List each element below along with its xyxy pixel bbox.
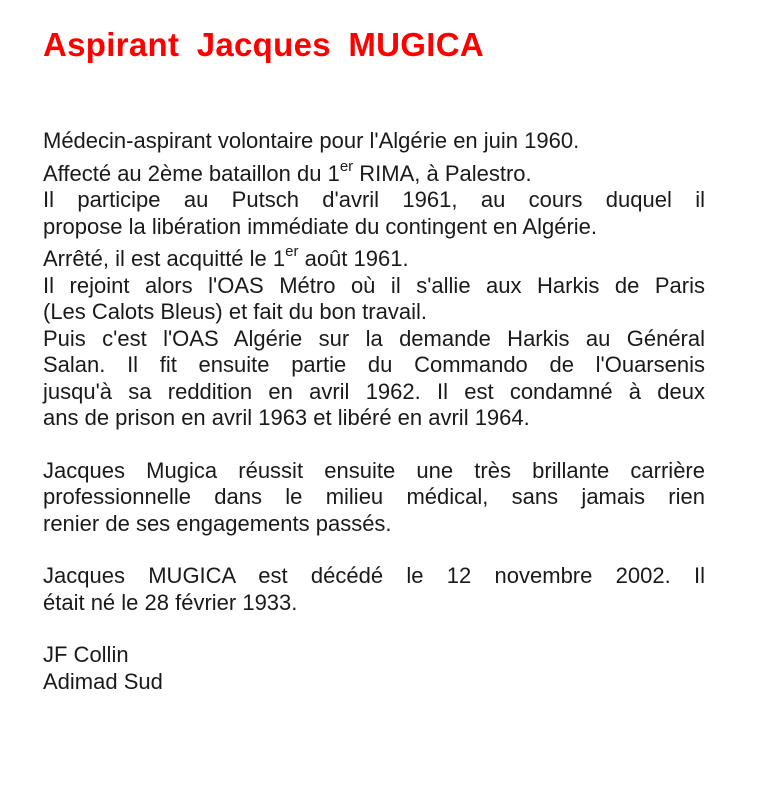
text-line: Il participe au Putsch d'avril 1961, au cours duquel il — [43, 187, 705, 212]
text-line: ans de prison en avril 1963 et libéré en avril 1964. — [43, 405, 530, 430]
paragraph-career — [43, 458, 705, 538]
signature-name: JF Collin — [43, 642, 129, 667]
paragraph-enlistment: Médecin-aspirant volontaire pour l'Algérie en juin 1960. — [43, 128, 580, 153]
paragraph-oas-metro — [43, 273, 705, 326]
ordinal-superscript: er — [285, 243, 299, 260]
spacer — [43, 616, 705, 642]
paragraph-arrest — [43, 243, 705, 273]
arrest-text-before: Arrêté, il est acquitté le 1 — [43, 246, 286, 271]
text-line: Jacques Mugica réussit ensuite une très brillante carrière — [43, 457, 705, 483]
text-line: était né le 28 février 1933. — [43, 589, 298, 615]
text-line: renier de ses engagements passés. — [43, 510, 392, 536]
paragraph-oas-algerie — [43, 326, 705, 432]
signature-organization: Adimad Sud — [43, 668, 163, 694]
assignment-text-before: Affecté au 2ème bataillon du 1 — [43, 160, 340, 186]
text-line: (Les Calots Bleus) et fait du bon travail. — [43, 299, 427, 324]
ordinal-superscript: er — [339, 157, 354, 175]
text-line: jusqu'à sa reddition en avril 1962. Il est condamné à deux — [43, 378, 705, 404]
arrest-text-after: août 1961. — [298, 246, 409, 271]
document-body — [43, 128, 705, 695]
text-line: Jacques MUGICA est décédé le 12 novembre 2002. Il — [43, 563, 705, 588]
text-line: propose la libération immédiate du contingent en Algérie. — [43, 213, 598, 239]
text-line: professionnelle dans le milieu médical, sans jamais rien — [43, 484, 705, 509]
paragraph-assignment — [43, 157, 705, 188]
page-title: Aspirant Jacques MUGICA — [43, 26, 484, 63]
spacer — [43, 537, 705, 563]
paragraph-putsch — [43, 187, 705, 240]
text-line: Puis c'est l'OAS Algérie sur la demande Harkis au Général — [43, 325, 705, 351]
assignment-text-after: RIMA, à Palestro. — [353, 160, 532, 186]
text-line: Il rejoint alors l'OAS Métro où il s'allie aux Harkis de Paris — [43, 272, 705, 298]
spacer — [43, 432, 705, 458]
signature-block — [43, 642, 705, 695]
text-line: Salan. Il fit ensuite partie du Commando de l'Ouarsenis — [43, 352, 705, 377]
paragraph-death — [43, 563, 705, 616]
